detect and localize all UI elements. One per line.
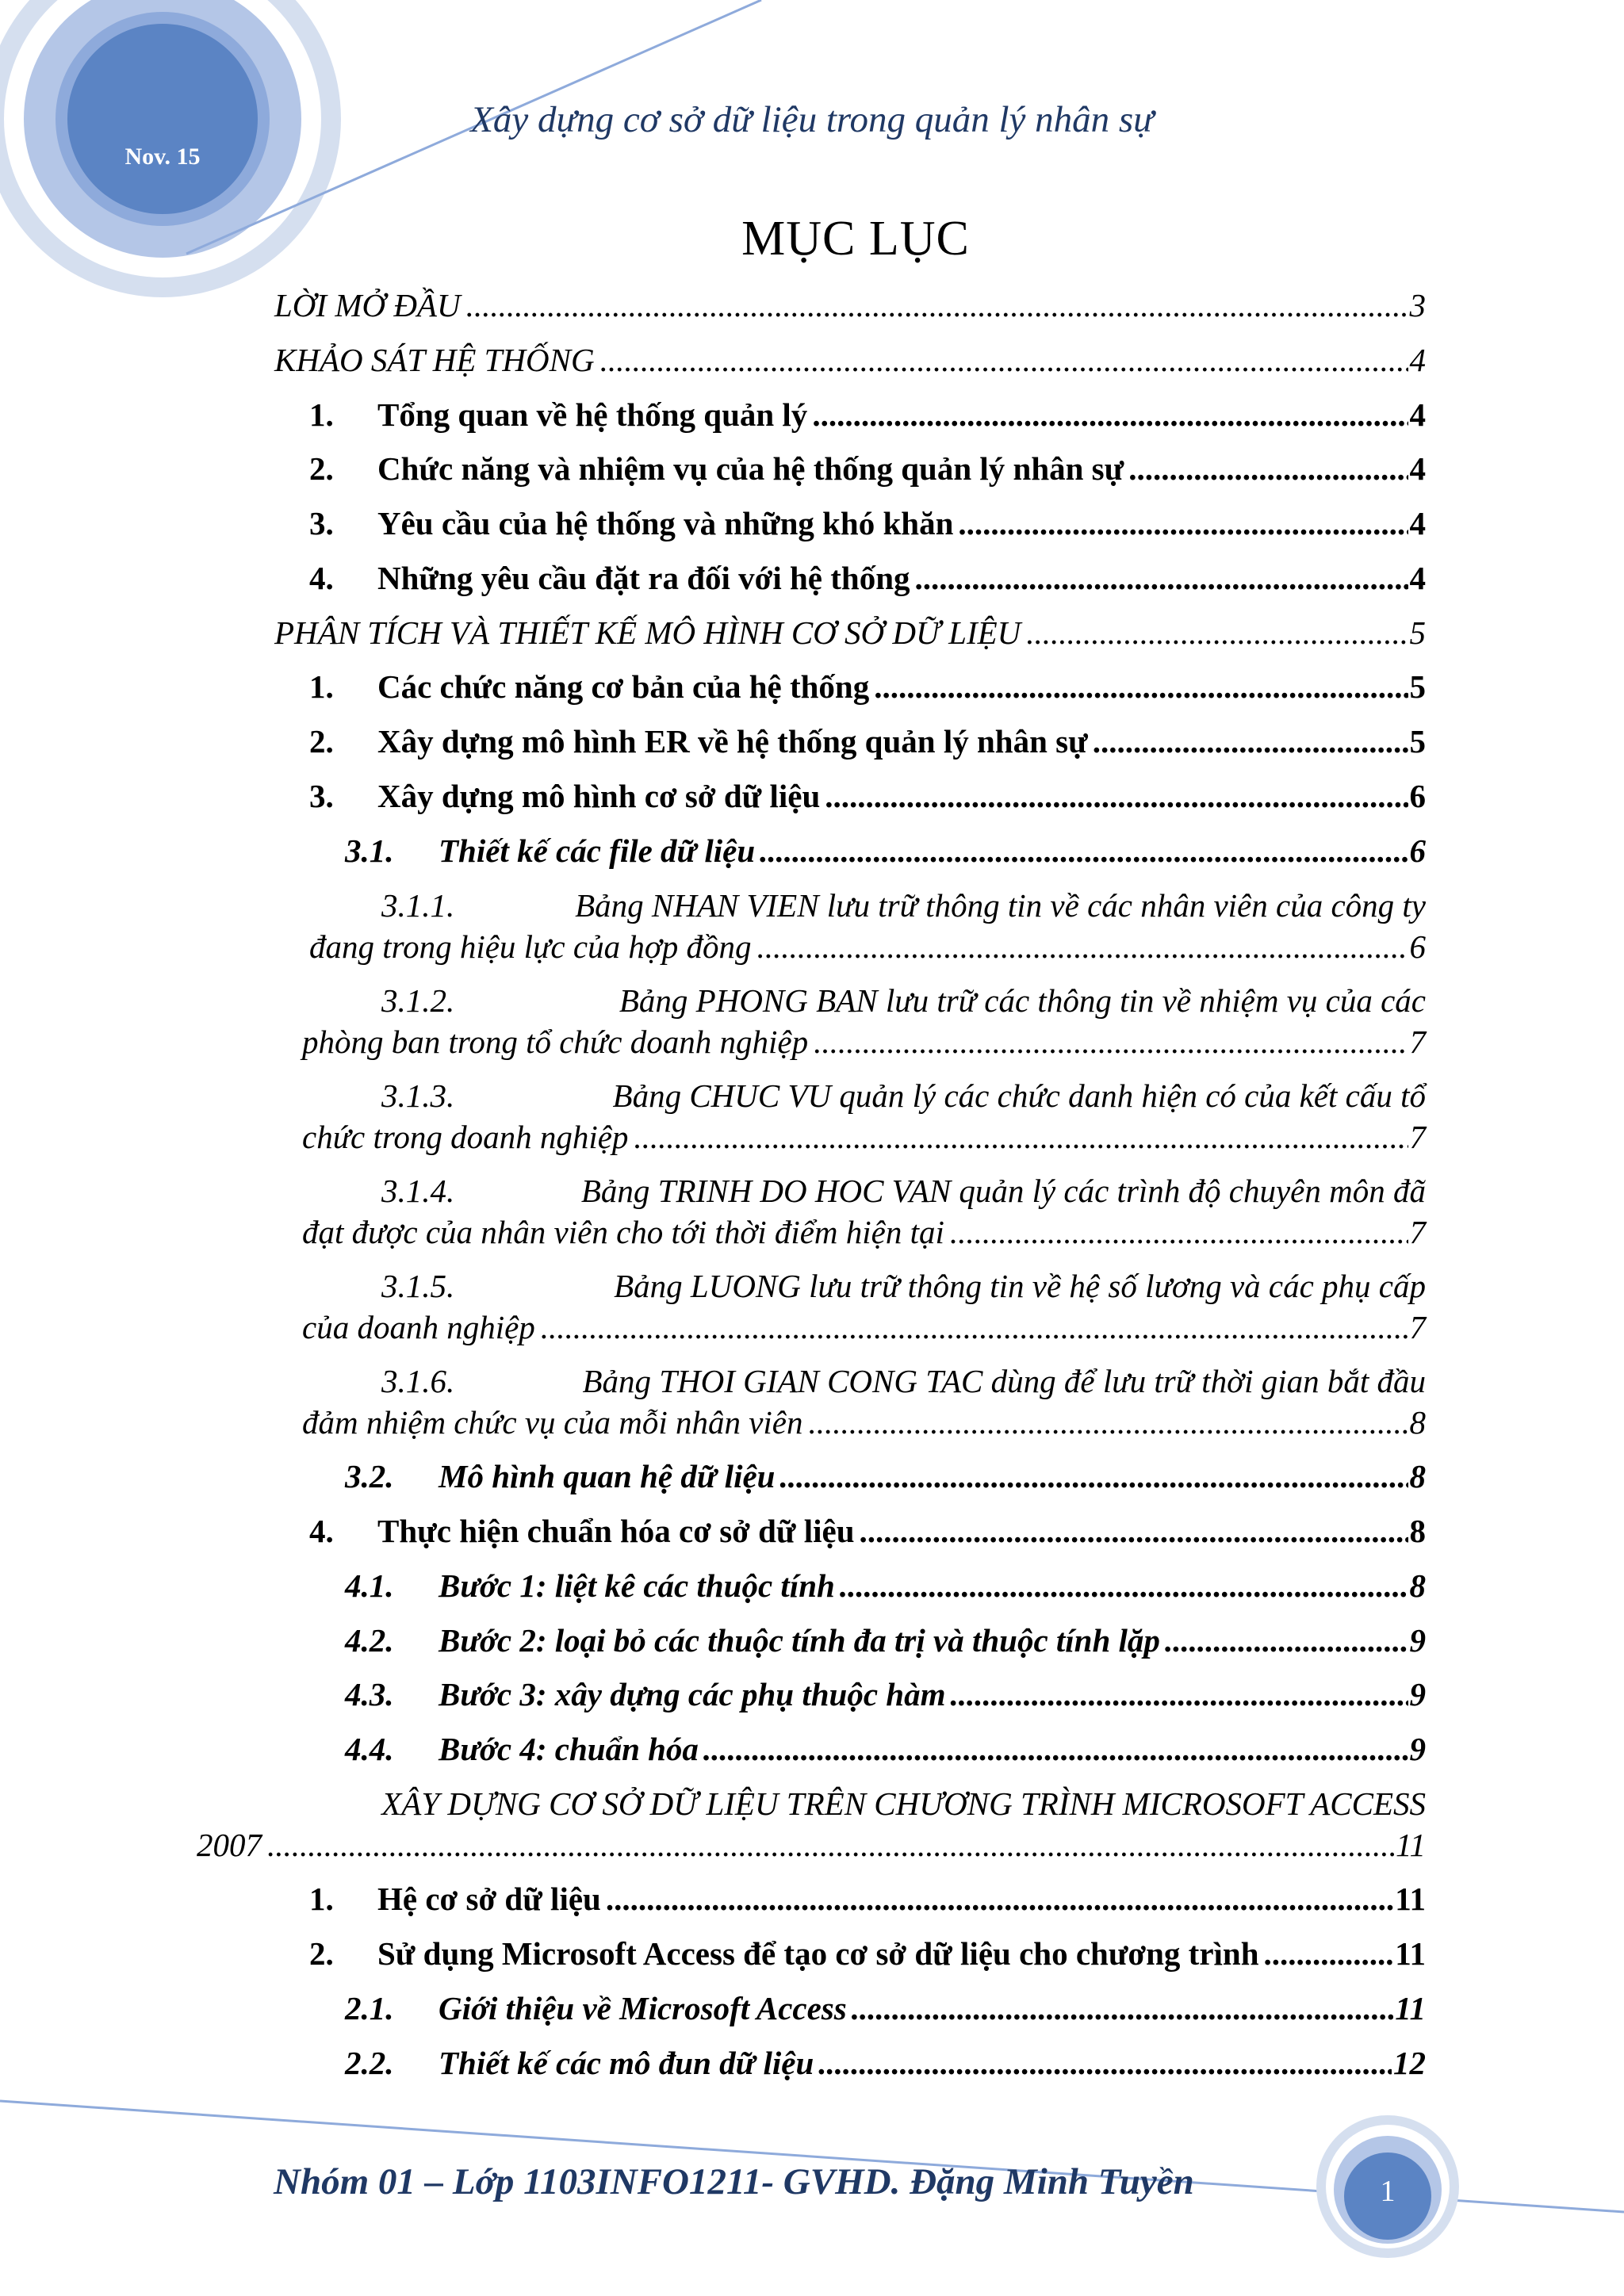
toc-entry-page: 12 bbox=[1393, 2045, 1426, 2081]
toc-entry-page: 9 bbox=[1409, 1676, 1426, 1712]
toc-entry-number: 3. bbox=[309, 505, 334, 541]
toc-entry-page: 8 bbox=[1409, 1404, 1426, 1441]
toc-leader-dots bbox=[1264, 1938, 1394, 1970]
toc-leader-dots bbox=[633, 1121, 1408, 1154]
toc-entry-page: 7 bbox=[1409, 1024, 1426, 1060]
toc-entry-page: 8 bbox=[1409, 1567, 1426, 1604]
toc-leader-dots bbox=[1025, 617, 1408, 649]
toc-entry-title: Hệ cơ sở dữ liệu bbox=[377, 1881, 601, 1917]
toc-entry-number: 4.2. bbox=[345, 1622, 394, 1659]
toc-entry-title: Thiết kế các mô đun dữ liệu bbox=[439, 2045, 814, 2081]
toc-entry-number: 3.1. bbox=[345, 832, 394, 869]
toc-leader-dots bbox=[540, 1311, 1408, 1344]
toc-entry[interactable] bbox=[309, 725, 1426, 758]
toc-leader-dots bbox=[860, 1515, 1408, 1548]
toc-entry-number: 3.1.6. bbox=[381, 1363, 455, 1399]
toc-entry-title: XÂY DỰNG CƠ SỞ DỮ LIỆU TRÊN CHƯƠNG TRÌNH MICROSOFT ACCESS bbox=[381, 1785, 1426, 1822]
toc-entry-page: 7 bbox=[1409, 1214, 1426, 1250]
toc-leader-dots bbox=[950, 1678, 1408, 1711]
toc-entry-number: 3.1.2. bbox=[381, 982, 455, 1019]
toc-entry-number: 2. bbox=[309, 450, 334, 487]
toc-entry-title: Xây dựng mô hình cơ sở dữ liệu bbox=[377, 778, 821, 814]
toc-entry-line1[interactable] bbox=[381, 1077, 1426, 1114]
toc-leader-dots bbox=[958, 507, 1408, 540]
toc-leader-dots bbox=[915, 562, 1408, 595]
toc-leader-dots bbox=[840, 1570, 1408, 1602]
toc-entry[interactable] bbox=[309, 396, 1426, 433]
toc-entry-number: 4. bbox=[309, 1513, 334, 1549]
toc-entry-page: 3 bbox=[1409, 287, 1426, 323]
toc-entry-page: 8 bbox=[1409, 1458, 1426, 1494]
toc-entry[interactable] bbox=[302, 1121, 1426, 1154]
toc-entry-title: Những yêu cầu đặt ra đối với hệ thống bbox=[377, 560, 910, 596]
toc-entry-page: 4 bbox=[1409, 342, 1426, 378]
toc-leader-dots bbox=[703, 1733, 1408, 1766]
footer-text: Nhóm 01 – Lớp 1103INFO1211- GVHD. Đặng Minh Tuyền bbox=[274, 2161, 1194, 2202]
toc-entry-line1[interactable] bbox=[381, 887, 1426, 924]
toc-leader-dots bbox=[266, 1829, 1394, 1862]
toc-entry-title-cont: phòng ban trong tổ chức doanh nghiệp bbox=[302, 1024, 809, 1060]
toc-entry-number: 3.1.4. bbox=[381, 1173, 455, 1209]
toc-entry-page: 7 bbox=[1409, 1309, 1426, 1345]
toc-leader-dots bbox=[779, 1460, 1408, 1493]
toc-entry[interactable] bbox=[309, 928, 1426, 965]
toc-entry[interactable] bbox=[274, 614, 1426, 651]
toc-entry[interactable] bbox=[309, 1935, 1426, 1972]
toc-entry[interactable] bbox=[309, 507, 1426, 540]
toc-entry-title: Bước 2: loại bỏ các thuộc tính đa trị và thuộc tính lặp bbox=[439, 1622, 1160, 1659]
toc-entry-number: 4. bbox=[309, 560, 334, 596]
toc-leader-dots bbox=[812, 399, 1408, 431]
toc-leader-dots bbox=[825, 780, 1408, 813]
toc-entry-line1[interactable] bbox=[381, 1175, 1426, 1207]
toc-entry-number: 2. bbox=[309, 1935, 334, 1972]
toc-entry-title-cont: chức trong doanh nghiệp bbox=[302, 1119, 629, 1155]
toc-entry-page: 4 bbox=[1409, 450, 1426, 487]
toc-entry-title: LỜI MỞ ĐẦU bbox=[274, 287, 461, 323]
toc-leader-dots bbox=[818, 2047, 1392, 2080]
header-title: Xây dựng cơ sở dữ liệu trong quản lý nhân sự bbox=[470, 99, 1154, 140]
toc-leader-dots bbox=[1128, 453, 1408, 485]
toc-entry-title-cont: 2007 bbox=[197, 1827, 262, 1863]
toc-entry[interactable] bbox=[345, 2047, 1426, 2080]
toc-entry-page: 6 bbox=[1409, 832, 1426, 869]
toc-entry-page: 9 bbox=[1409, 1622, 1426, 1659]
toc-leader-dots bbox=[599, 344, 1408, 377]
toc-entry-number: 1. bbox=[309, 396, 334, 433]
toc-entry-page: 9 bbox=[1409, 1731, 1426, 1767]
toc-entry-title: Bước 4: chuẩn hóa bbox=[439, 1731, 699, 1767]
toc-entry-page: 6 bbox=[1409, 778, 1426, 814]
toc-entry-title-cont: của doanh nghiệp bbox=[302, 1309, 535, 1345]
toc-entry-title: Bảng NHAN VIEN lưu trữ thông tin về các nhân viên của công ty bbox=[575, 887, 1426, 924]
toc-entry-title-cont: đạt được của nhân viên cho tới thời điểm hiện tại bbox=[302, 1214, 944, 1250]
toc-entry-page: 11 bbox=[1395, 1935, 1426, 1972]
toc-entry-title: Bảng TRINH DO HOC VAN quản lý các trình độ chuyên môn đã bbox=[580, 1173, 1426, 1209]
toc-leader-dots bbox=[808, 1406, 1408, 1439]
toc-entry[interactable] bbox=[345, 1992, 1426, 2025]
toc-entry[interactable] bbox=[345, 1567, 1426, 1604]
toc-leader-dots bbox=[760, 835, 1408, 867]
toc-entry[interactable] bbox=[345, 1460, 1426, 1493]
toc-entry-title-cont: đảm nhiệm chức vụ của mỗi nhân viên bbox=[302, 1404, 803, 1441]
toc-entry-number: 4.1. bbox=[345, 1567, 394, 1604]
toc-entry[interactable] bbox=[309, 450, 1426, 487]
toc-entry-number: 2.1. bbox=[345, 1990, 394, 2026]
toc-entry-page: 4 bbox=[1409, 560, 1426, 596]
toc-entry-title-cont: đang trong hiệu lực của hợp đồng bbox=[309, 928, 752, 965]
toc-entry-number: 3.1.3. bbox=[381, 1077, 455, 1114]
toc-leader-dots bbox=[813, 1026, 1408, 1058]
toc-entry-page: 11 bbox=[1395, 1881, 1426, 1917]
toc-entry-page: 8 bbox=[1409, 1513, 1426, 1549]
toc-leader-dots bbox=[852, 1992, 1394, 2025]
header-date: Nov. 15 bbox=[124, 144, 201, 170]
toc-entry-title: KHẢO SÁT HỆ THỐNG bbox=[274, 342, 595, 378]
toc-entry-number: 2.2. bbox=[345, 2045, 394, 2081]
toc-heading: MỤC LỤC bbox=[741, 212, 970, 266]
toc-entry-page: 5 bbox=[1409, 668, 1426, 705]
toc-entry-number: 1. bbox=[309, 668, 334, 705]
toc-entry[interactable] bbox=[309, 1883, 1426, 1915]
toc-entry-title: Yêu cầu của hệ thống và những khó khăn bbox=[377, 505, 954, 541]
toc-entry-title: Bước 1: liệt kê các thuộc tính bbox=[439, 1567, 835, 1604]
toc-entry[interactable] bbox=[345, 1624, 1426, 1657]
toc-entry-title: Bảng LUONG lưu trữ thông tin về hệ số lương và các phụ cấp bbox=[614, 1268, 1426, 1304]
toc-entry[interactable] bbox=[309, 1515, 1426, 1548]
toc-entry-page: 11 bbox=[1396, 1827, 1426, 1863]
toc-leader-dots bbox=[1093, 725, 1408, 758]
toc-entry-title: Mô hình quan hệ dữ liệu bbox=[439, 1458, 776, 1494]
toc-entry-title: Giới thiệu về Microsoft Access bbox=[439, 1990, 847, 2026]
toc-entry-title: Thực hiện chuẩn hóa cơ sở dữ liệu bbox=[377, 1513, 855, 1549]
toc-entry-page: 5 bbox=[1409, 614, 1426, 651]
toc-entry[interactable] bbox=[197, 1829, 1426, 1862]
toc-entry-page: 6 bbox=[1409, 928, 1426, 965]
toc-entry-title: Bảng THOI GIAN CONG TAC dùng để lưu trữ thời gian bắt đầu bbox=[582, 1363, 1426, 1399]
toc-entry-number: 3.1.1. bbox=[381, 887, 455, 924]
toc-entry-page: 7 bbox=[1409, 1119, 1426, 1155]
toc-entry[interactable] bbox=[345, 832, 1426, 869]
toc-leader-dots bbox=[606, 1883, 1393, 1915]
toc-entry-title: PHÂN TÍCH VÀ THIẾT KẾ MÔ HÌNH CƠ SỞ DỮ LIỆU bbox=[274, 614, 1021, 651]
toc-entry-number: 1. bbox=[309, 1881, 334, 1917]
toc-entry-title: Tổng quan về hệ thống quản lý bbox=[377, 396, 808, 433]
toc-entry-title: Sử dụng Microsoft Access để tạo cơ sở dữ liệu cho chương trình bbox=[377, 1935, 1259, 1972]
toc-entry-number: 4.3. bbox=[345, 1676, 394, 1712]
toc-entry[interactable] bbox=[345, 1733, 1426, 1766]
toc-entry-title: Bảng PHONG BAN lưu trữ các thông tin về nhiệm vụ của các bbox=[619, 982, 1426, 1019]
toc-leader-dots bbox=[465, 289, 1408, 322]
page-number: 1 bbox=[1380, 2175, 1396, 2208]
toc-entry-number: 3. bbox=[309, 778, 334, 814]
toc-entry[interactable] bbox=[309, 780, 1426, 813]
toc-entry-page: 5 bbox=[1409, 723, 1426, 760]
toc-entry[interactable] bbox=[302, 1216, 1426, 1249]
toc-entry-number: 2. bbox=[309, 723, 334, 760]
toc-entry[interactable] bbox=[302, 1311, 1426, 1344]
toc-entry-page: 4 bbox=[1409, 396, 1426, 433]
toc-entry-title: Xây dựng mô hình ER về hệ thống quản lý nhân sự bbox=[377, 723, 1088, 760]
toc-entry[interactable] bbox=[302, 1026, 1426, 1058]
toc-entry[interactable] bbox=[345, 1678, 1426, 1711]
toc-entry-page: 11 bbox=[1395, 1990, 1426, 2026]
toc-entry[interactable] bbox=[302, 1406, 1426, 1439]
toc-leader-dots bbox=[874, 671, 1408, 703]
toc-entry[interactable] bbox=[309, 562, 1426, 595]
toc-entry-line1[interactable] bbox=[381, 1365, 1426, 1398]
toc-entry-number: 3.2. bbox=[345, 1458, 394, 1494]
toc-entry-title: Các chức năng cơ bản của hệ thống bbox=[377, 668, 870, 705]
toc-entry[interactable] bbox=[274, 289, 1426, 322]
toc-entry-line1[interactable] bbox=[276, 1785, 1426, 1822]
toc-entry-line1[interactable] bbox=[381, 1270, 1426, 1303]
toc-entry-title: Bước 3: xây dựng các phụ thuộc hàm bbox=[439, 1676, 946, 1712]
toc-entry-title: Thiết kế các file dữ liệu bbox=[439, 832, 756, 869]
toc-entry-line1[interactable] bbox=[381, 982, 1426, 1019]
toc-leader-dots bbox=[1165, 1624, 1408, 1657]
toc-entry-page: 4 bbox=[1409, 505, 1426, 541]
toc-entry-number: 3.1.5. bbox=[381, 1268, 455, 1304]
toc-entry-title: Chức năng và nhiệm vụ của hệ thống quản lý nhân sự bbox=[377, 450, 1124, 487]
toc-entry[interactable] bbox=[274, 344, 1426, 377]
toc-entry[interactable] bbox=[309, 668, 1426, 705]
toc-leader-dots bbox=[949, 1216, 1408, 1249]
toc-entry-title: Bảng CHUC VU quản lý các chức danh hiện có của kết cấu tổ bbox=[612, 1077, 1426, 1114]
toc-entry-number: 4.4. bbox=[345, 1731, 394, 1767]
toc-leader-dots bbox=[756, 931, 1408, 963]
